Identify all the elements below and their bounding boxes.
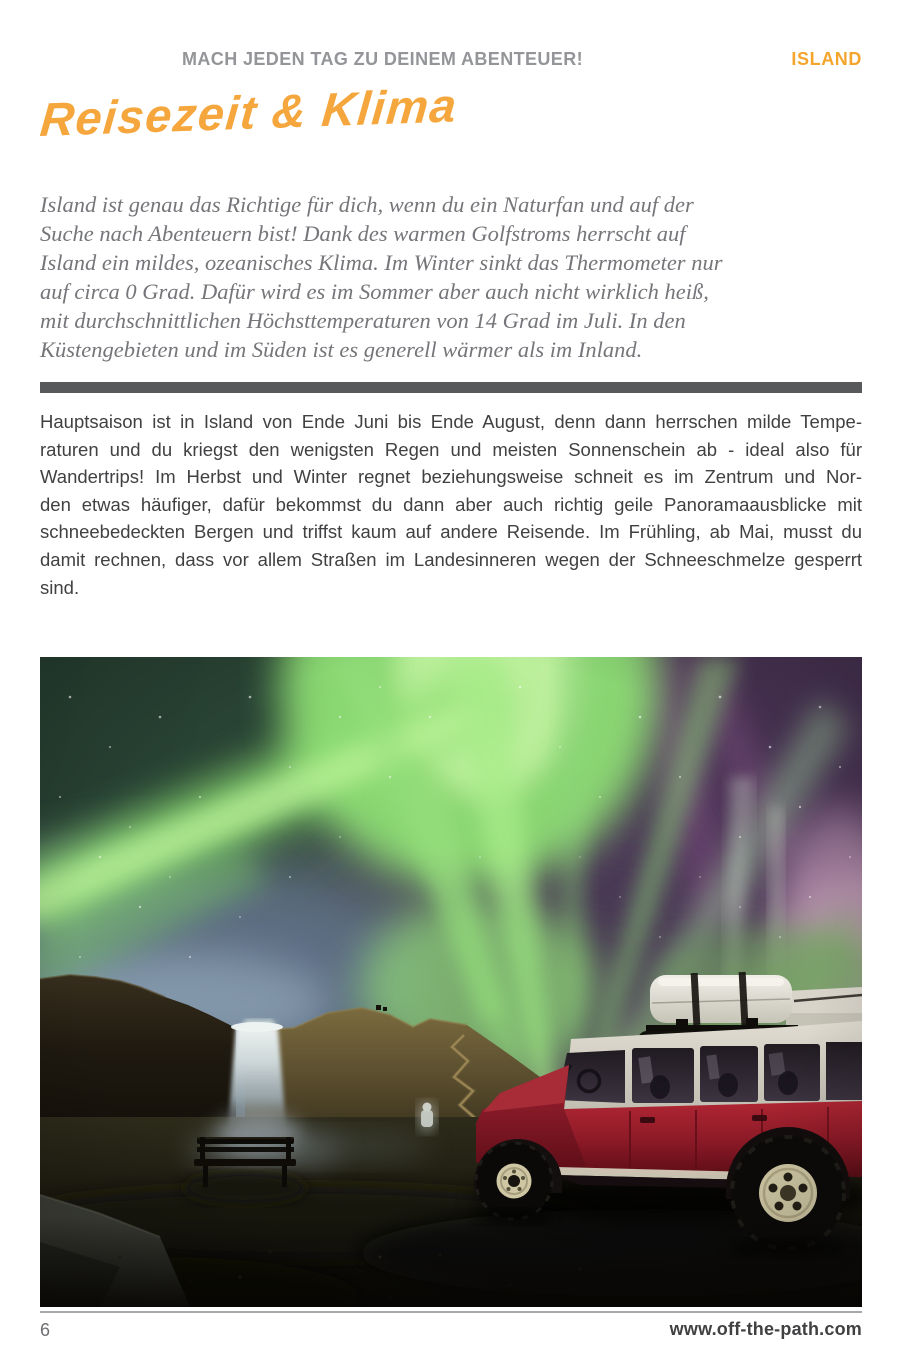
body-line: damit rechnen, dass vor allem Straßen im Landesinneren wegen der Schneeschmelze gesperrt: [40, 548, 862, 570]
intro-line: auf circa 0 Grad. Dafür wird es im Sommer aber auch nicht wirklich heiß,: [40, 279, 709, 304]
intro-paragraph: [40, 190, 852, 364]
intro-line: Island ist genau das Richtige für dich, wenn du ein Naturfan und auf der: [40, 192, 694, 217]
intro-line: Island ein mildes, ozeanisches Klima. Im Winter sinkt das Thermometer nur: [40, 250, 723, 275]
vignette: [40, 657, 862, 1307]
body-paragraph: [40, 408, 862, 601]
footer-rule: [40, 1311, 862, 1313]
header-tagline: MACH JEDEN TAG ZU DEINEM ABENTEUER!: [182, 49, 584, 69]
body-line: Hauptsaison ist in Island von Ende Juni bis Ende August, denn dann herrschen milde Tempe-: [40, 411, 862, 432]
body-line: Wandertrips! Im Herbst und Winter regnet beziehungsweise schneit es im Zentrum und Nor-: [40, 466, 862, 488]
header-country-label: ISLAND: [791, 49, 862, 69]
intro-line: mit durchschnittlichen Höchsttemperaturen von 14 Grad im Juli. In den: [40, 308, 686, 333]
aurora-photo: [40, 657, 862, 1307]
page-number: 6: [40, 1320, 51, 1340]
body-line: schneebedeckten Bergen und triffst kaum auf andere Reisende. Im Frühling, ab Mai, musst du: [40, 521, 862, 543]
section-title: Reisezeit & Klima: [38, 78, 460, 146]
body-line: sind.: [40, 576, 80, 598]
section-divider-bar: [40, 382, 862, 393]
website-link[interactable]: www.off-the-path.com: [669, 1319, 862, 1339]
body-line: den etwas häufiger, dafür bekommst du dann aber auch richtig geile Panoramaausblicke mit: [40, 493, 862, 515]
body-line: raturen und du kriegst den wenigsten Regen und meisten Sonnenschein ab - ideal also für: [40, 438, 862, 460]
intro-line: Küstengebieten und im Süden ist es generell wärmer als im Inland.: [40, 337, 643, 362]
intro-line: Suche nach Abenteuern bist! Dank des warmen Golfstroms herrscht auf: [40, 221, 686, 246]
